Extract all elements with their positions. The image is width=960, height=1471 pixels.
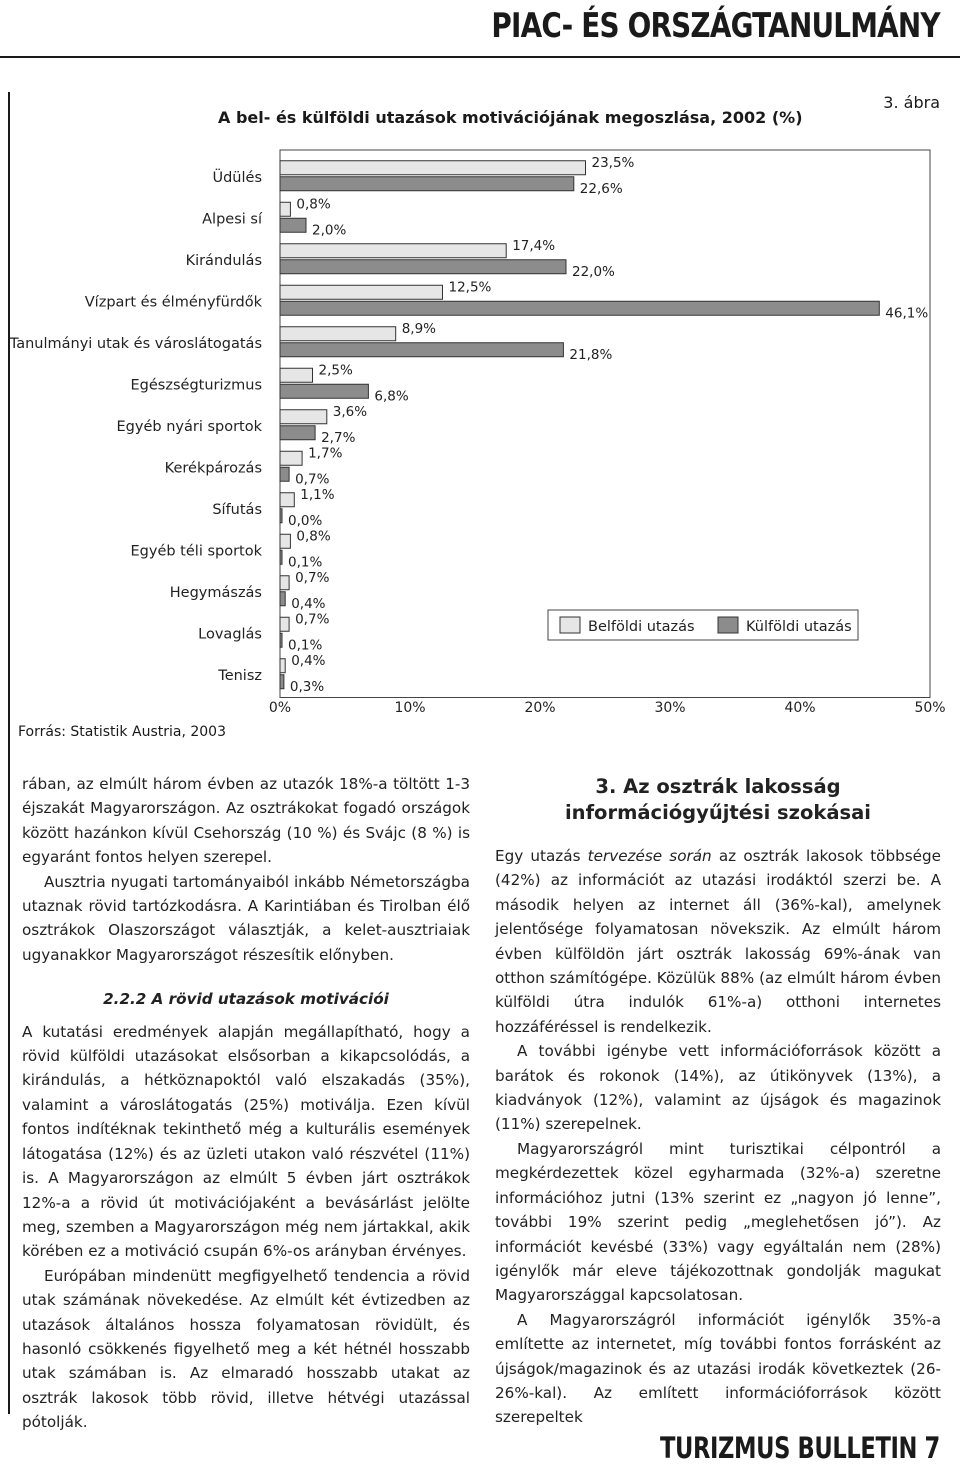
right-paragraph-1-emphasis: tervezése során	[587, 847, 712, 865]
subheading-short-trip-motivations: 2.2.2 A rövid utazások motivációi	[103, 990, 389, 1009]
x-tick-label: 30%	[654, 700, 686, 716]
bar-foreign	[280, 426, 315, 440]
bar-domestic	[280, 202, 290, 216]
data-label-domestic: 1,1%	[300, 486, 335, 503]
data-label-foreign: 0,4%	[291, 595, 326, 612]
footer-bulletin: TURIZMUS BULLETIN 7	[660, 1431, 940, 1465]
chart-source: Forrás: Statistik Austria, 2003	[18, 724, 226, 740]
data-label-domestic: 0,7%	[295, 611, 330, 628]
bar-domestic	[280, 576, 289, 590]
bar-domestic	[280, 451, 302, 465]
category-label: Kirándulás	[185, 252, 262, 269]
bar-foreign	[280, 260, 566, 274]
left-paragraph-4: Európában mindenütt megfigyelhető tendencia a rövid utak számának növekedése. Az elmúlt két évtizedben az utazások általános hossza folyamatosan rövidült, és hasonló csökkenés figyelhető meg a két hétnél hosszabb utak számában is. Az elmaradó hosszabb utakat az osztrák lakosok több rövid, illetve hétvégi utazással pótolják.	[22, 1266, 470, 1432]
legend-label: Külföldi utazás	[746, 619, 852, 635]
bar-foreign	[280, 592, 285, 606]
bar-foreign	[280, 301, 879, 315]
right-text-column	[495, 774, 941, 1430]
right-paragraph-3: Magyarországról mint turisztikai célpontról a megkérdezettek közel egyharmada (32%-a) szeretne információhoz jutni (13% szerint ez „nagyon jó lenne”, további 19% szerint pedig „meglehetősen jó”). Az információt kevésbé (33%) vagy egyáltalán nem (28%) igénylők már eleve tájékozottnak gondolják magukat Magyarországgal kapcsolatosan.	[495, 1139, 941, 1305]
category-label: Kerékpározás	[164, 460, 262, 477]
bar-foreign	[280, 633, 282, 647]
category-label: Alpesi sí	[202, 211, 262, 228]
left-paragraph-1: rában, az elmúlt három évben az utazók 18%-a töltött 1-3 éjszakát Magyarországon. Az osztrákokat fogadó országok között hazánkon kívül Csehország (10 %) és Svájc (8 %) is egyaránt fontos helyen szerepel.	[22, 775, 470, 867]
bar-foreign	[280, 218, 306, 232]
legend-swatch	[560, 617, 580, 633]
data-label-foreign: 0,0%	[288, 512, 323, 529]
bar-domestic	[280, 493, 294, 507]
category-label: Üdülés	[212, 169, 262, 186]
data-label-domestic: 0,7%	[295, 569, 330, 586]
legend-swatch	[718, 617, 738, 633]
category-label: Tanulmányi utak és városlátogatás	[9, 335, 262, 352]
motivation-bar-chart	[0, 140, 960, 720]
bar-domestic	[280, 327, 396, 341]
bar-domestic	[280, 368, 313, 382]
data-label-domestic: 17,4%	[512, 237, 556, 254]
right-paragraph-4: A Magyarországról információt igénylők 35%-a említette az internetet, míg további fontos forrásként az újságok/magazinok és az utazási irodák következtek (26-26%-kal). Az említett információforrások között szerepeltek	[495, 1310, 941, 1427]
bar-domestic	[280, 244, 506, 258]
data-label-foreign: 0,3%	[289, 678, 325, 695]
data-label-foreign: 0,1%	[288, 637, 323, 654]
bar-domestic	[280, 285, 443, 299]
x-tick-label: 50%	[914, 700, 946, 716]
bar-domestic	[280, 534, 290, 548]
left-paragraph-2: Ausztria nyugati tartományaiból inkább Németországba utaznak rövid tartózkodásra. A Karintiában és Tirolban élő osztrákok Olaszországot választják, a kelet-ausztriaiak ugyanakkor Magyarországot részesítik előnyben.	[22, 872, 470, 964]
data-label-domestic: 12,5%	[448, 279, 492, 296]
right-paragraph-1-rest: az osztrák lakosok többsége (42%) az információt az utazási irodáktól szerzi be. A második helyen az internet áll (36%-kal), amelynek jelentősége folyamatosan növekszik. Az elmúlt három évben külföldön járt osztrák lakosság 69%-ának van otthon számítógépe. Közülük 88% (az elmúlt három évben külföldi útra indulók 61%-a) otthoni internetes hozzáféréssel is rendelkezik.	[495, 847, 941, 1036]
category-label: Egészségturizmus	[130, 377, 262, 394]
data-label-domestic: 8,9%	[401, 320, 437, 337]
bar-domestic	[280, 659, 285, 673]
data-label-foreign: 2,7%	[321, 429, 356, 446]
bar-foreign	[280, 343, 563, 357]
data-label-foreign: 22,0%	[572, 263, 615, 280]
data-label-foreign: 0,7%	[295, 471, 330, 488]
bar-foreign	[280, 467, 289, 481]
data-label-domestic: 1,7%	[308, 445, 343, 462]
bar-domestic	[280, 410, 327, 424]
x-tick-label: 0%	[268, 700, 292, 716]
data-label-domestic: 0,8%	[296, 196, 331, 213]
data-label-foreign: 2,0%	[312, 222, 347, 239]
header-rule	[0, 56, 960, 58]
chart-title: A bel- és külföldi utazások motivációjának megoszlása, 2002 (%)	[218, 108, 803, 127]
figure-number: 3. ábra	[883, 93, 940, 112]
left-paragraph-3: A kutatási eredmények alapján megállapítható, hogy a rövid külföldi utazásokat elsősorban a kikapcsolódás, a kirándulás, a hétköznapoktól való elszakadás (35%), valamint a városlátogatás (25%) motiválja. Ezen kívül fontos indítéknak tekinthető még a kulturális események látogatása (12%) és az üzleti utakon való részvétel (11%) is. A Magyarországon az elmúlt 5 évben járt osztrákok 12%-a a rövid út motivációjaként a bevásárlást jelölte meg, szemben a Magyarországon még nem jártakkal, akik körében ez a motiváció csupán 6%-os arányban érvényes.	[22, 1022, 470, 1261]
data-label-domestic: 0,4%	[291, 652, 326, 669]
data-label-foreign: 21,8%	[569, 346, 613, 363]
category-label: Vízpart és élményfürdők	[84, 294, 262, 311]
left-text-column	[22, 772, 470, 1435]
category-label: Egyéb nyári sportok	[116, 418, 262, 435]
data-label-domestic: 23,5%	[591, 154, 635, 171]
x-tick-label: 10%	[394, 700, 426, 716]
data-label-foreign: 46,1%	[885, 305, 929, 322]
data-label-foreign: 22,6%	[579, 180, 623, 197]
right-paragraph-2: A további igénybe vett információforrások között a barátok és rokonok (14%), az útikönyvek (13%), a kiadványok (12%), valamint az újságok és magazinok (11%) szerepelnek.	[495, 1042, 941, 1134]
category-label: Hegymászás	[169, 584, 262, 601]
category-label: Egyéb téli sportok	[130, 543, 262, 560]
data-label-domestic: 2,5%	[318, 362, 353, 379]
data-label-domestic: 0,8%	[296, 528, 331, 545]
page-header-title: PIAC- ÉS ORSZÁGTANULMÁNY	[491, 6, 940, 46]
bar-foreign	[280, 550, 282, 564]
data-label-domestic: 3,6%	[332, 403, 368, 420]
right-paragraph-1-start: Egy utazás	[495, 847, 588, 865]
bar-foreign	[280, 177, 574, 191]
bar-foreign	[280, 675, 284, 689]
x-tick-label: 20%	[524, 700, 556, 716]
bar-domestic	[280, 161, 586, 175]
data-label-foreign: 0,1%	[288, 554, 323, 571]
data-label-foreign: 6,8%	[374, 388, 409, 405]
section-heading: 3. Az osztrák lakosság információgyűjtési szokásai	[565, 775, 871, 824]
x-tick-label: 40%	[784, 700, 816, 716]
category-label: Sífutás	[212, 501, 262, 518]
bar-foreign	[280, 384, 368, 398]
bar-foreign	[280, 509, 282, 523]
bar-domestic	[280, 617, 289, 631]
legend-label: Belföldi utazás	[588, 619, 695, 635]
category-label: Lovaglás	[198, 626, 262, 643]
category-label: Tenisz	[218, 667, 262, 684]
right-paragraph-1	[495, 844, 941, 1039]
